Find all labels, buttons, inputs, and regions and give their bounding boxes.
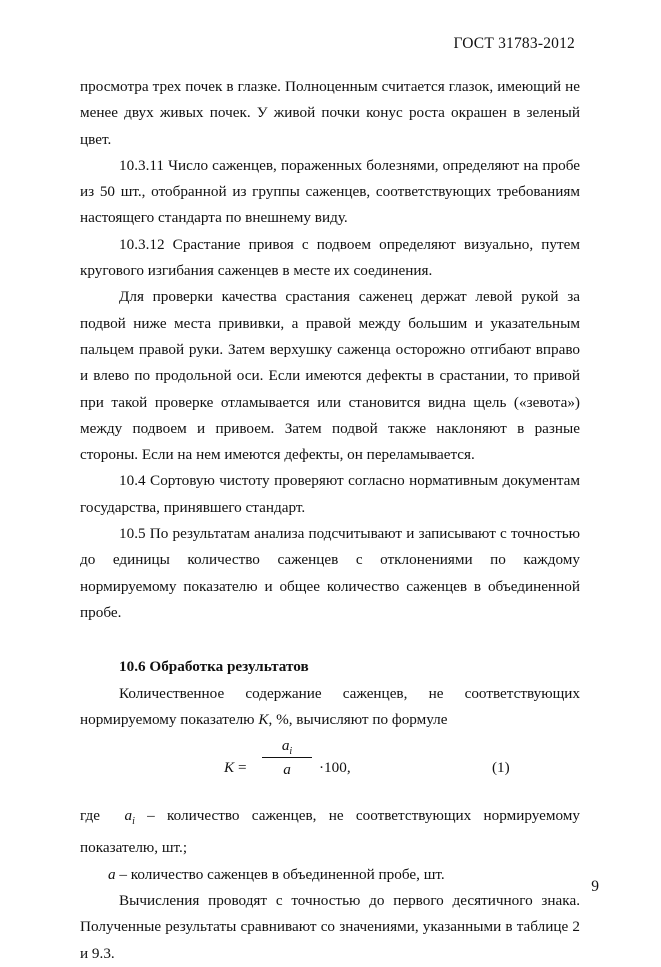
definition-a-text: – количество саженцев в объединенной пробе, шт. <box>115 865 445 883</box>
formula-multiplier: ·100, <box>319 759 351 777</box>
paragraph-10-3-11: 10.3.11 Число саженцев, пораженных болезнями, определяют на пробе из 50 шт., отобранной из группы саженцев, соответствующих требованиям настоящего стандарта по внешнему виду. <box>80 156 580 227</box>
paragraph-continuation: просмотра трех почек в глазке. Полноценным считается глазок, имеющий не менее двух живых почек. У живой почки конус роста окрашен в зеленый цвет. <box>80 78 580 148</box>
paragraph-10-4: 10.4 Сортовую чистоту проверяют согласно нормативным документам государства, принявшего стандарт. <box>80 472 580 516</box>
paragraph-formula-intro <box>80 681 580 734</box>
where-word: где <box>80 807 100 825</box>
intro-variable-k: K <box>258 710 269 728</box>
paragraph-closing: Вычисления проводят с точностью до первого десятичного знака. Полученные результаты сравнивают со значениями, указанными в таблице 2 и 9.3. <box>80 892 580 962</box>
page-header-standard: ГОСТ 31783-2012 <box>453 35 575 52</box>
definition-a <box>80 862 580 888</box>
numerator-subscript: i <box>289 746 293 758</box>
definition-ai <box>80 803 580 862</box>
def1-subscript: i <box>132 816 135 828</box>
paragraph-grafting-check: Для проверки качества срастания саженец держат левой рукой за подвой ниже места прививки, а правой между большим и указательным пальцем правой руки. Затем верхушку саженца осторожно отгибают вправо и влево по продольной оси. Если имеются дефекты в срастании, то привой при такой проверке отламывается или становится видна щель («зевота») между подвоем и привоем. Затем подвой также наклоняют в разные стороны. Если на нем имеются дефекты, он переламывается. <box>80 288 580 464</box>
formula-fraction <box>260 735 314 780</box>
formula-lhs-var: K <box>224 759 235 777</box>
section-title-10-6: 10.6 Обработка результатов <box>119 658 309 676</box>
formula-number: (1) <box>492 759 510 777</box>
intro-text-before: Количественное содержание саженцев, не соответствующих нормируемому показателю <box>80 684 580 728</box>
paragraph-10-3-12: 10.3.12 Срастание привоя с подвоем определяют визуально, путем кругового изгибания саженцев в месте их соединения. <box>80 235 580 280</box>
document-body <box>80 74 580 967</box>
formula-lhs <box>224 755 247 781</box>
numerator-var: a <box>281 737 290 755</box>
definition-ai-text: – количество саженцев, не соответствующих нормируемому показателю, шт.; <box>80 807 581 857</box>
paragraph-10-5: 10.5 По результатам анализа подсчитывают и записывают с точностью до единицы количество саженцев с отклонениями по каждому нормируемому показателю и общее количество саженцев в объединенной пробе. <box>80 525 580 621</box>
intro-text-after: , %, вычисляют по формуле <box>268 710 448 728</box>
page-number: 9 <box>591 878 599 895</box>
def2-var: a <box>108 865 116 883</box>
definition-ai-var <box>124 807 135 828</box>
formula-1 <box>80 735 580 801</box>
formula-numerator <box>260 735 314 757</box>
def1-var: a <box>124 807 133 825</box>
formula-equals: = <box>234 759 247 777</box>
formula-denominator: a <box>283 761 291 779</box>
